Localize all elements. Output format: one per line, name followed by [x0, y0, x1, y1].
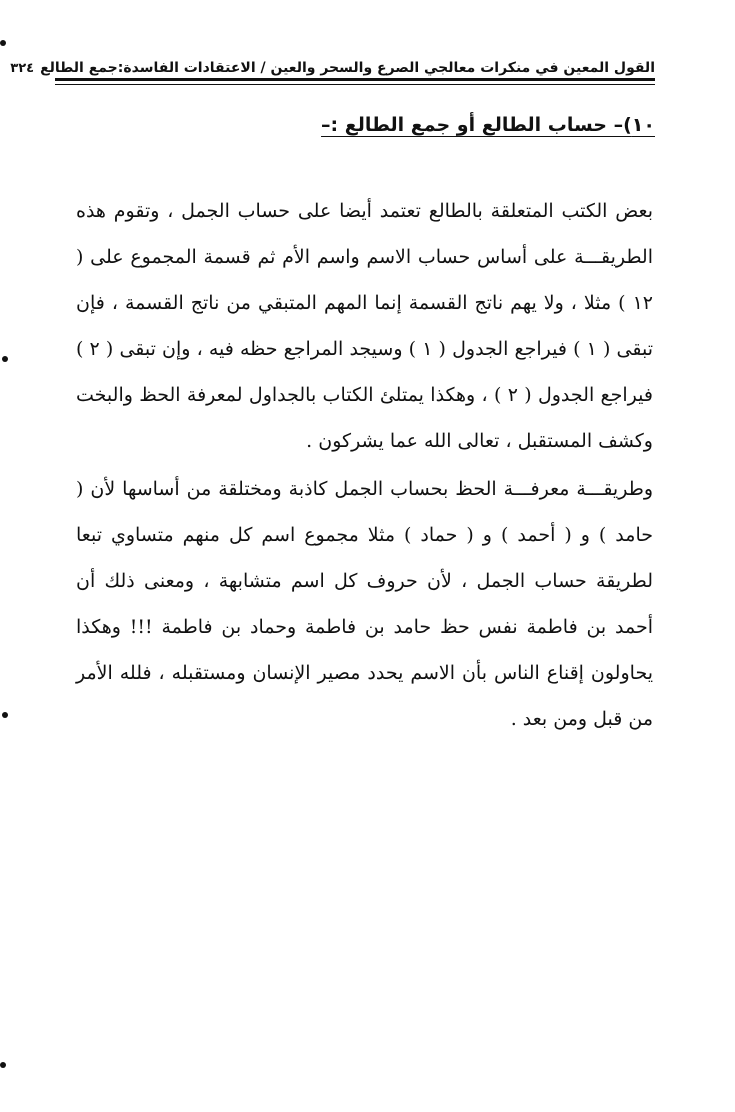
scan-margin-mark — [0, 1062, 6, 1068]
header-title: القول المعين في منكرات معالجي الصرع والسحر والعين / الاعتقادات الفاسدة:جمع الطالع — [40, 60, 655, 76]
header-rule-thick — [55, 78, 655, 81]
scan-margin-mark — [2, 712, 8, 718]
paragraph: وطريقـــة معرفـــة الحظ بحساب الجمل كاذبة ومختلقة من أساسها لأن ( حامد ) و ( أحمد ) و ( حماد ) مثلا مجموع اسم كل منهم متساوي تبعا لطريقة حساب الجمل ، لأن حروف كل اسم متشابهة ، ومعنى ذلك أن أحمد بن فاطمة نفس حظ حامد بن فاطمة وحماد بن فاطمة !!! وهكذا يحاولون إقناع الناس بأن الاسم يحدد مصير الإنسان ومستقبله ، فلله الأمر من قبل ومن بعد . — [76, 478, 653, 730]
scan-margin-mark — [2, 356, 8, 362]
scan-margin-mark — [0, 40, 6, 46]
section-heading: ١٠)– حساب الطالع أو جمع الطالع :– — [321, 114, 655, 136]
running-header — [10, 46, 655, 76]
body-text — [76, 188, 653, 742]
header-rule-thin — [55, 84, 655, 85]
paragraph: بعض الكتب المتعلقة بالطالع تعتمد أيضا على حساب الجمل ، وتقوم هذه الطريقـــة على أساس حساب الاسم واسم الأم ثم قسمة المجموع على ( ١٢ ) مثلا ، ولا يهم ناتج القسمة إنما المهم المتبقي من ناتج القسمة ، فإن تبقى ( ١ ) فيراجع الجدول ( ١ ) وسيجد المراجع حظه فيه ، وإن تبقى ( ٢ ) فيراجع الجدول ( ٢ ) ، وهكذا يمتلئ الكتاب بالجداول لمعرفة الحظ والبخت وكشف المستقبل ، تعالى الله عما يشركون . — [76, 200, 653, 452]
page-number: ٣٢٤ — [10, 61, 35, 76]
